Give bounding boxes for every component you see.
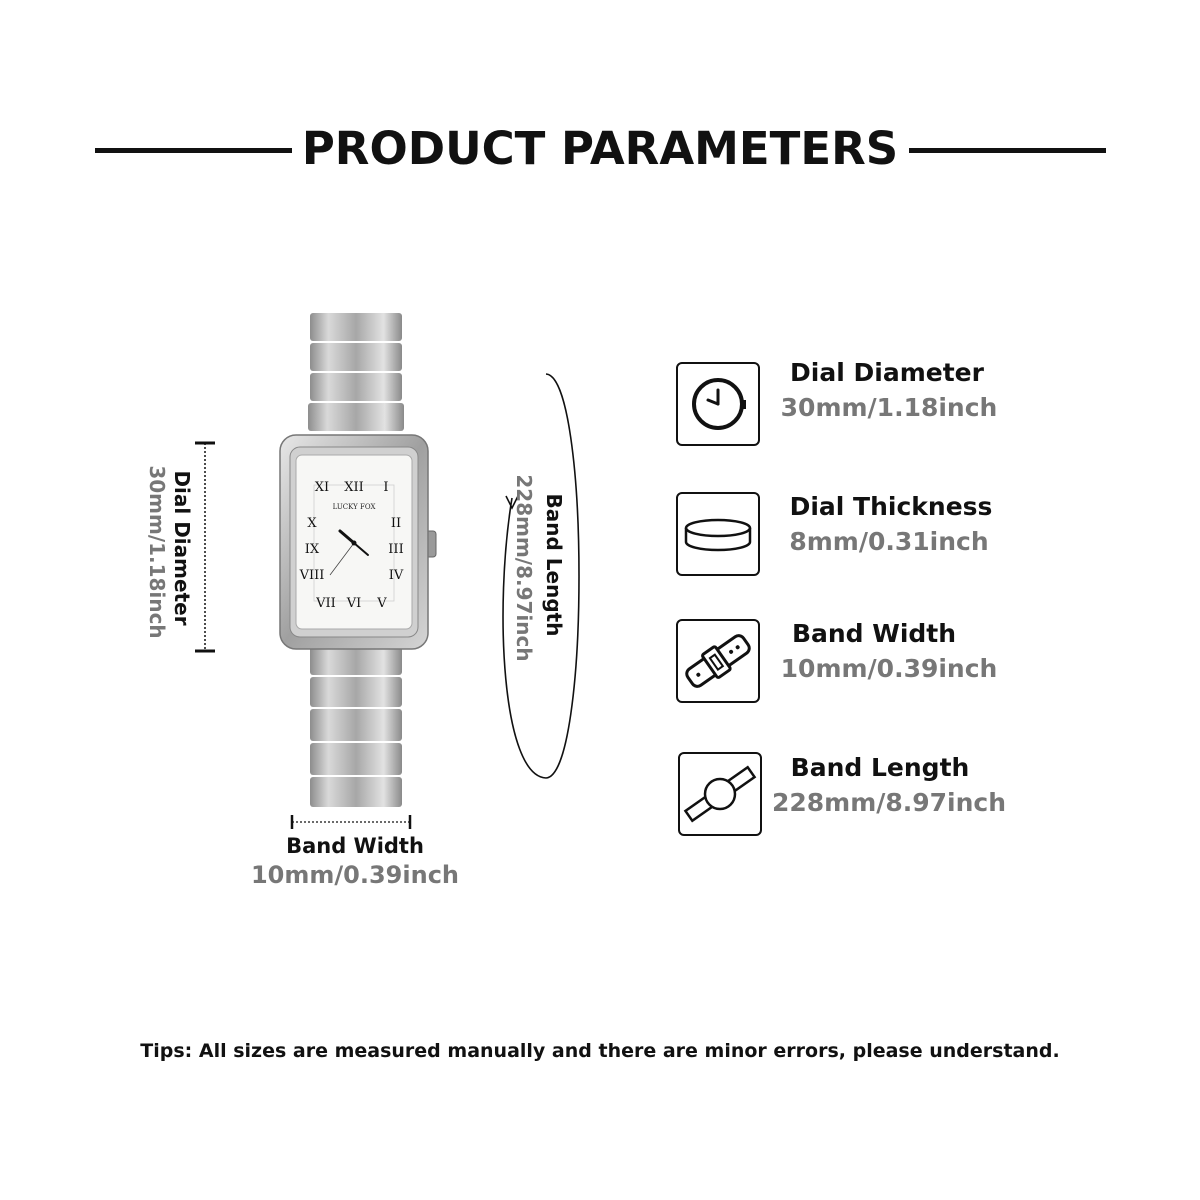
numeral: III — [388, 542, 404, 557]
param-value-band-length: 228mm/8.97inch — [771, 788, 1007, 817]
title-line-left — [95, 148, 292, 153]
numeral: V — [377, 596, 387, 611]
numeral: II — [390, 516, 402, 531]
band-bottom — [310, 645, 402, 807]
page-title: PRODUCT PARAMETERS — [301, 122, 899, 175]
numeral: VI — [346, 596, 362, 611]
watch-illustration — [270, 305, 450, 815]
param-value-band-width: 10mm/0.39inch — [780, 654, 998, 683]
band-width-marker — [288, 812, 414, 832]
band-length-marker — [490, 368, 590, 784]
band-length-label: Band Length — [542, 493, 566, 637]
param-value-dial-thickness: 8mm/0.31inch — [789, 527, 989, 556]
numeral: IV — [388, 568, 404, 583]
param-value-dial-diameter: 30mm/1.18inch — [780, 393, 998, 422]
band-width-value: 10mm/0.39inch — [250, 861, 460, 889]
param-name-dial-thickness: Dial Thickness — [789, 492, 993, 521]
band-length-icon — [680, 754, 760, 834]
dial-diameter-marker — [190, 438, 220, 658]
numeral: XI — [314, 480, 330, 495]
param-name-dial-diameter: Dial Diameter — [790, 358, 984, 387]
band-top — [308, 313, 404, 431]
band-width-label: Band Width — [286, 834, 424, 858]
numeral: VIII — [299, 568, 325, 583]
numeral: IX — [304, 542, 320, 557]
title-line-right — [909, 148, 1106, 153]
param-name-band-length: Band Length — [790, 753, 970, 782]
dial-diameter-value: 30mm/1.18inch — [145, 465, 169, 639]
numeral: XII — [344, 480, 364, 495]
clock-icon-box — [676, 362, 760, 446]
band-length-value: 228mm/8.97inch — [512, 474, 536, 662]
numeral: X — [307, 516, 317, 531]
brand-logo: LUCKY FOX — [332, 503, 376, 511]
tips-note: Tips: All sizes are measured manually and there are minor errors, please understand. — [140, 1040, 1060, 1062]
numeral: VII — [316, 596, 336, 611]
dial-thickness-icon — [678, 494, 758, 574]
dial-diameter-label: Dial Diameter — [170, 470, 194, 626]
clock-icon — [678, 364, 758, 444]
dial-thickness-icon-box — [676, 492, 760, 576]
param-name-band-width: Band Width — [791, 619, 957, 648]
numeral: I — [383, 480, 389, 495]
